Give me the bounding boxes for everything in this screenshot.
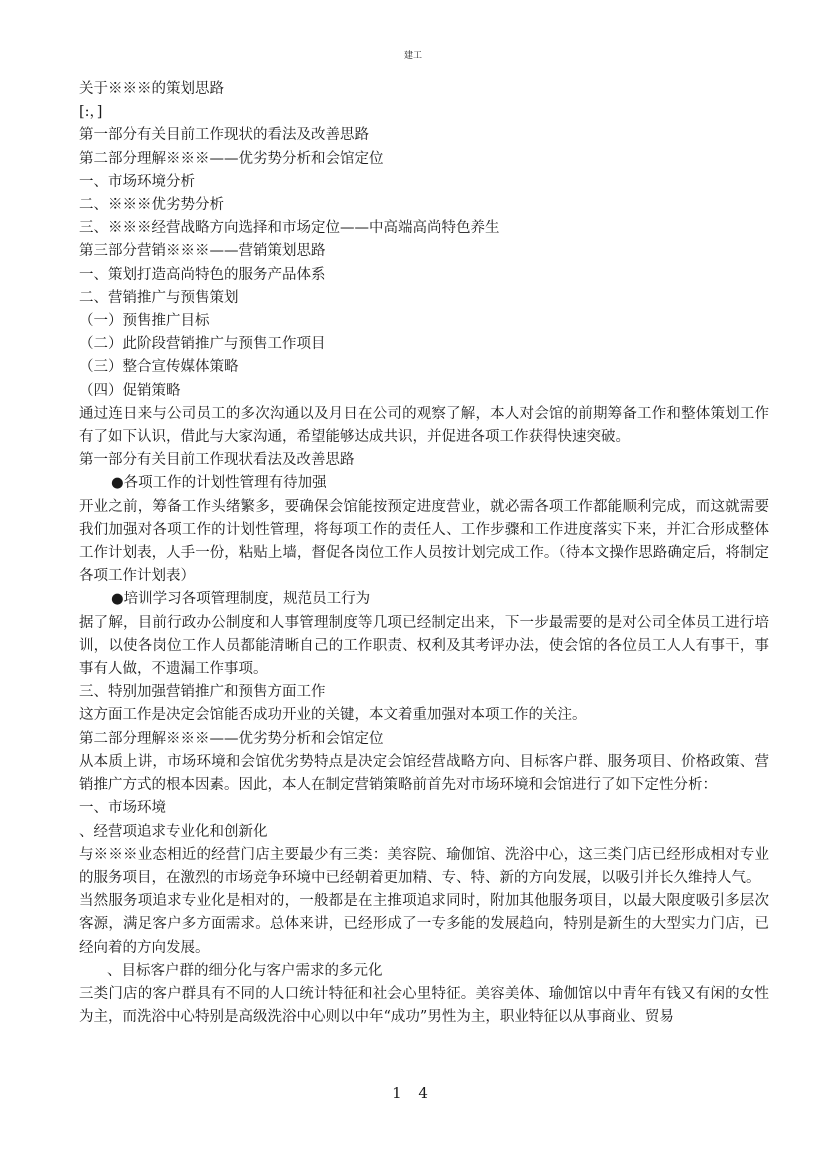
body-paragraph: 从本质上讲，市场环境和会馆优劣势特点是决定会馆经营战略方向、目标客户群、服务项目、价格政策、营销推广方式的根本因素。因此，本人在制定营销策略前首先对市场环境和会馆进行了如下定性分析： xyxy=(79,753,769,794)
item-heading: 一、市场环境 xyxy=(79,800,166,817)
document-body xyxy=(79,78,769,1029)
section-heading: 第二部分理解※※※——优劣势分析和会馆定位 xyxy=(79,730,384,747)
body-paragraph: 这方面工作是决定会馆能否成功开业的关键，本文着重加强对本项工作的关注。 xyxy=(79,707,587,724)
bullet-heading: ●各项工作的计划性管理有待加强 xyxy=(111,475,327,492)
body-paragraph: 开业之前，筹备工作头绪繁多，要确保会馆能按预定进度营业，就必需各项工作都能顺利完成，而这就需要我们加强对各项工作的计划性管理，将每项工作的责任人、工作步骤和工作进度落实下来，并汇合形成整体工作计划表，人手一份，粘贴上墙，督促各岗位工作人员按计划完成工作。（待本文操作思路确定后，将制定各项工作计划表） xyxy=(79,498,769,585)
page-number: 1 4 xyxy=(392,1084,434,1102)
toc-line: [:，] xyxy=(79,104,103,121)
sub-heading: 、经营项追求专业化和创新化 xyxy=(79,823,268,840)
toc-line: （二）此阶段营销推广与预售工作项目 xyxy=(79,336,326,353)
toc-line: 一、策划打造高尚特色的服务产品体系 xyxy=(79,266,326,283)
toc-line: 二、营销推广与预售策划 xyxy=(79,289,239,306)
body-paragraph: 据了解，目前行政办公制度和人事管理制度等几项已经制定出来，下一步最需要的是对公司全体员工进行培训，以使各岗位工作人员都能清晰自己的工作职责、权利及其考评办法，使会馆的各位员工人人有事干，事事有人做，不遗漏工作事项。 xyxy=(79,614,769,678)
toc-line: （一）预售推广目标 xyxy=(79,313,210,330)
sub-heading: 、目标客户群的细分化与客户需求的多元化 xyxy=(107,962,383,979)
body-paragraph: 与※※※业态相近的经营门店主要最少有三类：美容院、瑜伽馆、洗浴中心，这三类门店已经形成相对专业的服务项目，在激烈的市场竞争环境中已经朝着更加精、专、特、新的方向发展，以吸引并长久维持人气。 xyxy=(79,846,769,886)
toc-line: 三、※※※经营战略方向选择和市场定位——中高端高尚特色养生 xyxy=(79,220,500,237)
body-paragraph: 三类门店的客户群具有不同的人口统计特征和社会心里特征。美容美体、瑜伽馆以中青年有钱又有闲的女性为主，而洗浴中心特别是高级洗浴中心则以中年“成功”男性为主，职业特征以从事商业、贸易 xyxy=(79,985,769,1026)
bullet-heading: ●培训学习各项管理制度，规范员工行为 xyxy=(111,591,371,608)
doc-title: 关于※※※的策划思路 xyxy=(79,81,224,97)
toc-line: 第二部分理解※※※——优劣势分析和会馆定位 xyxy=(79,150,384,167)
toc-line: （三）整合宣传媒体策略 xyxy=(79,359,239,376)
toc-line: 第一部分有关目前工作现状的看法及改善思路 xyxy=(79,127,369,144)
item-heading: 三、特别加强营销推广和预售方面工作 xyxy=(79,684,326,701)
intro-paragraph: 通过连日来与公司员工的多次沟通以及月日在公司的观察了解，本人对会馆的前期筹备工作和整体策划工作有了如下认识，借此与大家沟通，希望能够达成共识，并促进各项工作获得快速突破。 xyxy=(79,405,769,446)
section-heading: 第一部分有关目前工作现状看法及改善思路 xyxy=(79,452,355,469)
toc-line: 二、※※※优劣势分析 xyxy=(79,197,224,214)
body-paragraph: 当然服务项追求专业化是相对的，一般都是在主推项追求同时，附加其他服务项目，以最大限度吸引多层次客源，满足客户多方面需求。总体来讲，已经形成了一专多能的发展趋向，特别是新生的大型实力门店，已经向着的方向发展。 xyxy=(79,893,769,956)
toc-line: 第三部分营销※※※——营销策划思路 xyxy=(79,243,326,260)
page-header: 建工 xyxy=(403,51,422,61)
toc-line: （四）促销策略 xyxy=(79,382,181,399)
toc-line: 一、市场环境分析 xyxy=(79,173,195,190)
